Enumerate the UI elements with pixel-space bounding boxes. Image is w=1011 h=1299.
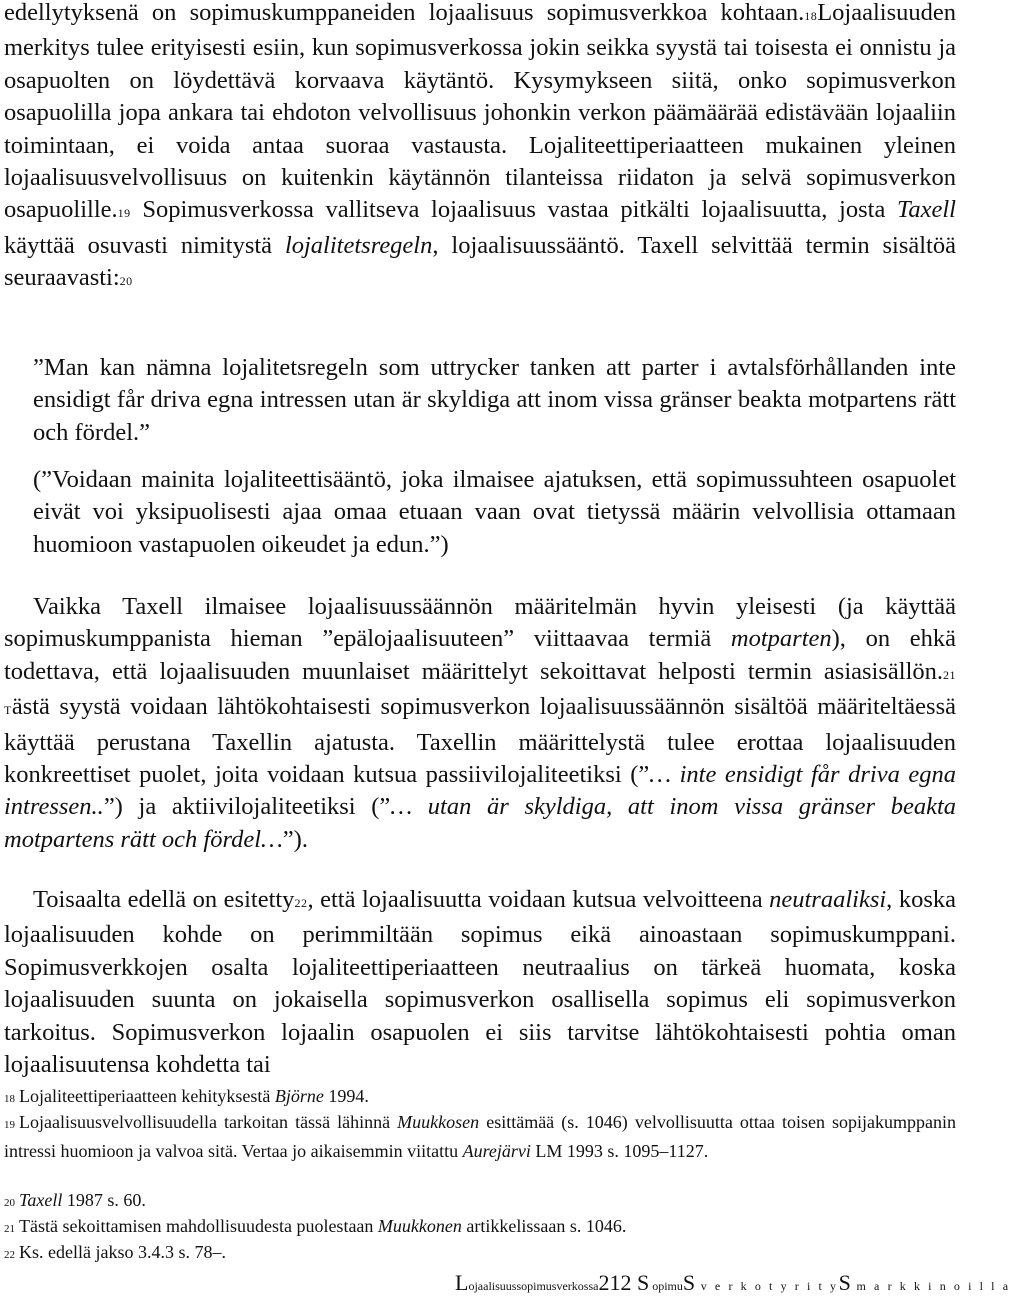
footnote-italic: Aurejärvi [462, 1141, 531, 1161]
italic-term: neutraaliksi [769, 886, 887, 913]
footnote-text: Lojaliteettiperiaatteen kehityksestä [19, 1086, 275, 1106]
text-segment: ), on ehkä todettava, että lojaalisuuden muunlaiset määrittelyt sekoittavat helposti termin asiasisällön. [4, 625, 956, 685]
footer-title-text: v e r k o t y r i t y [695, 1279, 839, 1293]
footnote-text: Lojaalisuusvelvollisuudella tarkoitan tässä lähinnä [19, 1112, 398, 1132]
italic-author-name: Taxell [897, 196, 956, 224]
footnote-italic: Muukkonen [377, 1216, 462, 1236]
text-segment: edellytyksenä on sopimuskumppaneiden lojaalisuus sopimusverkkoa kohtaan. [4, 0, 805, 26]
text-segment: ästä syystä voidaan lähtökohtaisesti sopimusverkon lojaalisuussäännön sisältöä määriteltäessä käyttää perustana Taxellin ajatusta. Taxellin määrittelystä tulee erottaa lojaalisuuden konkreettiset puolet, joita voidaan kutsua passiivilojaliteetiksi (” [4, 693, 956, 789]
block-quote-swedish: ”Man kan nämna lojalitetsregeln som uttrycker tanken att parter i avtalsförhållanden inte ensidigt får driva egna intressen utan är skyldiga att inom vissa gränser beakta motpartens rätt och fördel.” [33, 354, 956, 446]
paragraph-lojaalisuus-intro [4, 0, 956, 298]
paragraph-neutraalius [4, 884, 956, 1081]
footnote-text: 1994. [323, 1086, 369, 1106]
footnote-text: esittämää (s. 1046) velvollisuutta ottaa toisen sopijakumppanin intressi huomioon ja valvoa sitä. Vertaa jo aikaisemmin viitattu [4, 1112, 956, 1161]
footnote-italic: Björne [274, 1086, 324, 1106]
text-segment: käyttää osuvasti nimitystä [4, 231, 285, 259]
block-quote-finnish-translation: (”Voidaan mainita lojaliteettisääntö, joka ilmaisee ajatuksen, että sopimussuhteen osapuolet eivät voi yksipuolisesti ajaa omaa etuaan vaan ovat tietyssä määrin velvollisia ottamaan huomioon vastapuolen oikeudet ja edun.”) [33, 466, 956, 558]
footnote-18 [4, 1083, 956, 1112]
footnote-19 [4, 1109, 956, 1164]
text-segment: , että lojaalisuutta voidaan kutsua velvoitteena [307, 886, 770, 913]
paragraph-taxell-definition [4, 591, 956, 856]
footer-initial: S [682, 1270, 696, 1295]
footnote-ref-18[interactable]: 18 [804, 9, 818, 23]
footnote-20 [4, 1187, 956, 1216]
text-segment: Lojaalisuuden merkitys tulee erityisesti esiin, kun sopimusverkossa jokin seikka syystä tai toisesta ei onnistu ja osapuolten on löydettävä korvaava käytäntö. Kysymykseen siitä, onko sopimusverkon osapuolilla jopa ankara tai ehdoton velvollisuus johonkin verkon päämäärää edistävään lojaaliin toimintaan, ei voida antaa suoraa vastausta. Lojaliteettiperiaatteen mukainen yleinen lojaalisuusvelvollisuus on kuitenkin käytännön tilanteissa riidaton ja selvä sopimusverkon osapuolille. [4, 0, 956, 224]
text-segment: Toisaalta edellä on esitetty [33, 886, 295, 913]
footnote-text: Ks. edellä jakso 3.4.3 s. 78–. [19, 1242, 226, 1262]
footnote-number: 18 [4, 1093, 15, 1105]
italic-term: motparten [730, 625, 832, 653]
running-footer [455, 1270, 1011, 1299]
footer-initial: L [455, 1270, 469, 1295]
footer-title-text: opimu [649, 1279, 683, 1293]
footnote-number: 21 [4, 1223, 15, 1235]
italic-quote: … utan är skyldiga, att inom vissa gränser beakta motpartens rätt och fördel… [4, 793, 957, 853]
footnote-ref-20[interactable]: 20 [119, 274, 133, 289]
footnote-number: 22 [4, 1249, 15, 1261]
italic-quote: … inte ensidigt får driva egna intressen.. [4, 761, 956, 821]
text-segment: Sopimusverkossa vallitseva lojaalisuus vastaa pitkälti lojaalisuutta, josta [130, 196, 897, 224]
text-segment: , koska lojaalisuuden kohde on perimmiltään sopimus eikä ainoastaan sopimuskumppani. Sopimusverkkojen osalta lojaliteettiperiaatteen neutraalius on tärkeä huomata, koska lojaalisuuden suunta on jokaisella sopimusverkon osallisella sopimus eli sopimusverkon tarkoitus. Sopimusverkon lojaalin osapuolen ei siis tarvitse lähtökohtaisesti pohtia oman lojaalisuutensa kohdetta tai [4, 886, 956, 1079]
footnote-ref-22[interactable]: 22 [294, 896, 308, 910]
footer-initial: S [838, 1270, 851, 1295]
footnote-text: Tästä sekoittamisen mahdollisuudesta puolestaan [19, 1216, 378, 1236]
page-number: 212 [598, 1270, 632, 1295]
footnote-text: LM 1993 s. 1095–1127. [530, 1141, 709, 1161]
footnote-number: 20 [4, 1197, 15, 1209]
footnote-text: 1987 s. 60. [62, 1190, 146, 1210]
text-segment: Vaikka Taxell ilmaisee lojaalisuussäännön määritelmän hyvin yleisesti (ja käyttää sopimuskumppanista hieman ”epälojaalisuuteen” viittaavaa termiä [4, 593, 956, 653]
text-segment: , lojaalisuussääntö. Taxell selvittää termin sisältöä seuraavasti: [4, 231, 956, 292]
italic-term: lojalitetsregeln [284, 231, 433, 259]
footnote-21 [4, 1213, 956, 1242]
text-segment: ”). [282, 825, 308, 853]
footnote-italic: Taxell [19, 1190, 63, 1210]
footer-title-text: m a r k k i n o i l l a [850, 1279, 1011, 1293]
text-segment: ”) ja aktiivilojaliteetiksi (” [103, 793, 391, 821]
footer-initial: S [636, 1270, 650, 1295]
footnote-22 [4, 1239, 956, 1268]
footnote-ref-19[interactable]: 19 [117, 206, 131, 221]
footnote-italic: Muukkosen [397, 1112, 480, 1132]
footnote-ref-21[interactable]: 21 T [4, 667, 956, 718]
footnote-text: artikkelissaan s. 1046. [461, 1216, 627, 1236]
footnote-number: 19 [4, 1119, 15, 1131]
footer-title-text: ojaalisuussopimusverkossa [468, 1279, 599, 1293]
